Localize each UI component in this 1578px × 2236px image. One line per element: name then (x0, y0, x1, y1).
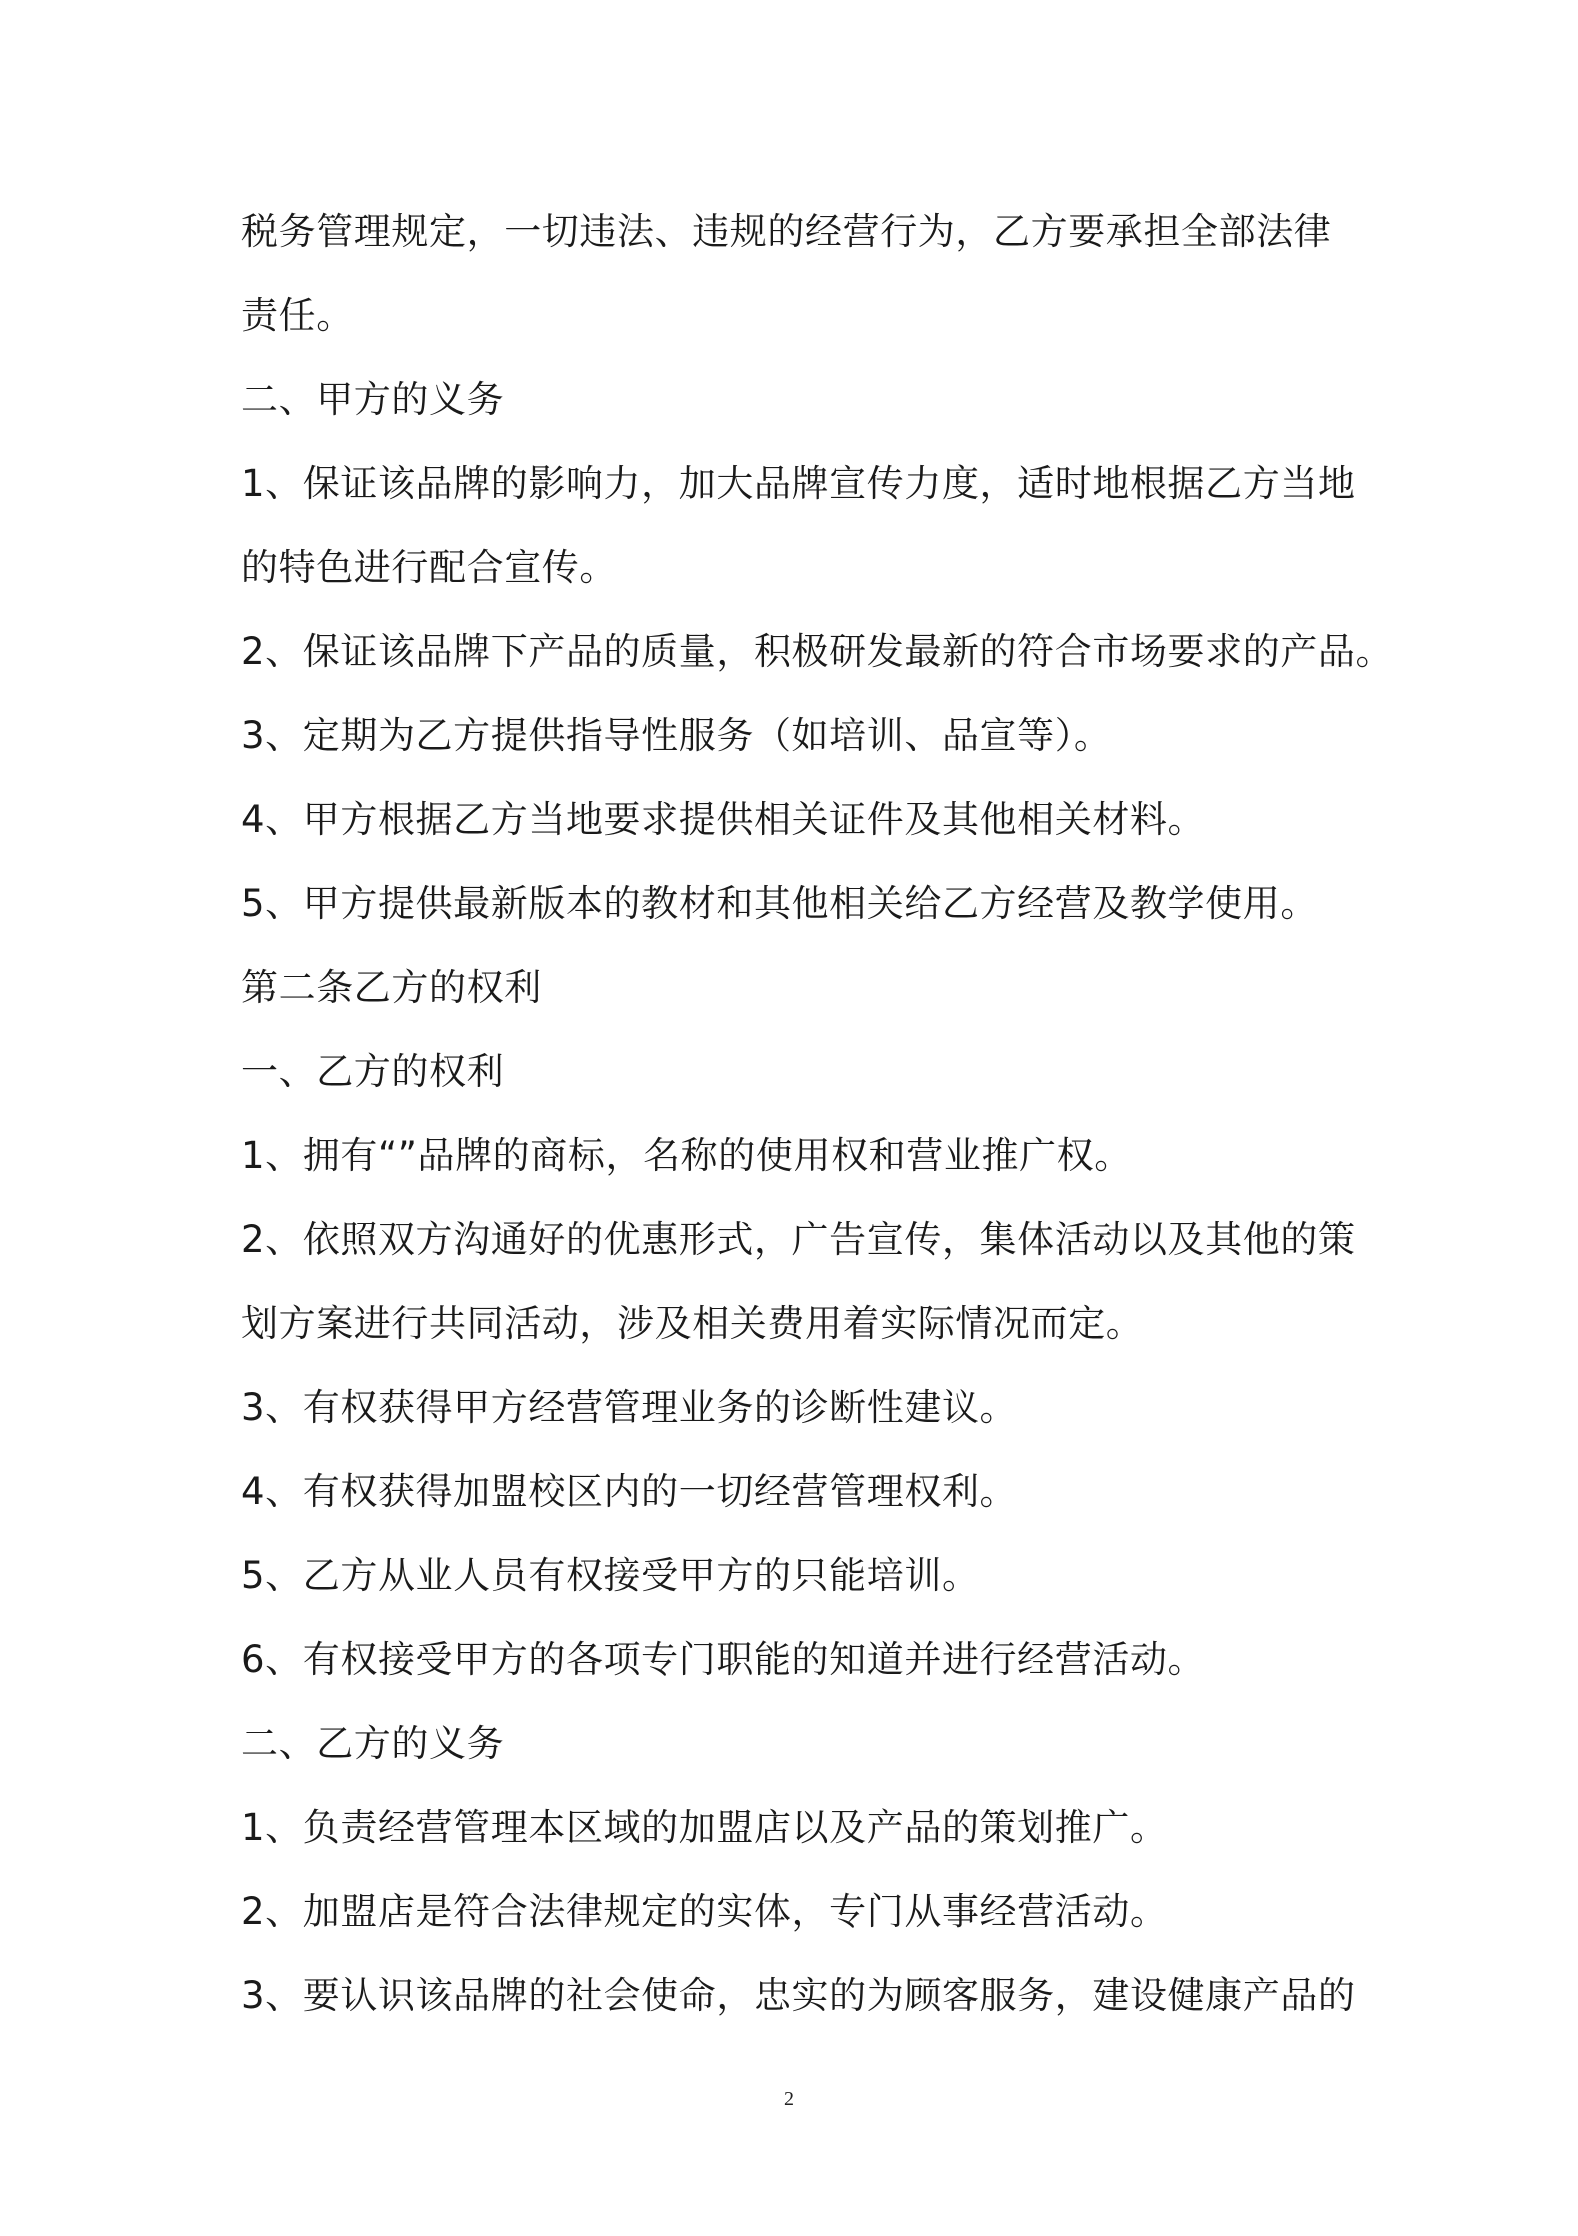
paragraph-line: 1、保证该品牌的影响力，加大品牌宣传力度，适时地根据乙方当地 (241, 462, 1356, 505)
paragraph-line: 5、甲方提供最新版本的教材和其他相关给乙方经营及教学使用。 (241, 882, 1318, 925)
paragraph-line: 6、有权接受甲方的各项专门职能的知道并进行经营活动。 (241, 1638, 1206, 1681)
paragraph-line: 2、加盟店是符合法律规定的实体，专门从事经营活动。 (241, 1890, 1168, 1933)
paragraph-line: 的特色进行配合宣传。 (241, 546, 617, 589)
article-heading: 第二条乙方的权利 (241, 966, 542, 1009)
paragraph-line: 3、有权获得甲方经营管理业务的诊断性建议。 (241, 1386, 1018, 1429)
paragraph-line: 责任。 (241, 294, 354, 337)
paragraph-line: 税务管理规定，一切违法、违规的经营行为，乙方要承担全部法律 (241, 210, 1332, 253)
paragraph-line: 3、要认识该品牌的社会使命，忠实的为顾客服务，建设健康产品的 (241, 1974, 1356, 2017)
paragraph-line: 1、负责经营管理本区域的加盟店以及产品的策划推广。 (241, 1806, 1168, 1849)
page-number: 2 (784, 2088, 794, 2110)
paragraph-line: 2、保证该品牌下产品的质量，积极研发最新的符合市场要求的产品。 (241, 630, 1394, 673)
section-heading: 二、甲方的义务 (241, 378, 505, 421)
paragraph-line: 1、拥有“”品牌的商标，名称的使用权和营业推广权。 (241, 1134, 1132, 1177)
paragraph-line: 划方案进行共同活动，涉及相关费用着实际情况而定。 (241, 1302, 1144, 1345)
paragraph-line: 5、乙方从业人员有权接受甲方的只能培训。 (241, 1554, 980, 1597)
paragraph-line: 3、定期为乙方提供指导性服务（如培训、品宣等）。 (241, 714, 1112, 757)
section-heading: 二、乙方的义务 (241, 1722, 505, 1765)
paragraph-line: 4、甲方根据乙方当地要求提供相关证件及其他相关材料。 (241, 798, 1206, 841)
section-heading: 一、乙方的权利 (241, 1050, 505, 1093)
paragraph-line: 4、有权获得加盟校区内的一切经营管理权利。 (241, 1470, 1018, 1513)
paragraph-line: 2、依照双方沟通好的优惠形式，广告宣传，集体活动以及其他的策 (241, 1218, 1356, 1261)
document-body (241, 190, 1394, 2038)
